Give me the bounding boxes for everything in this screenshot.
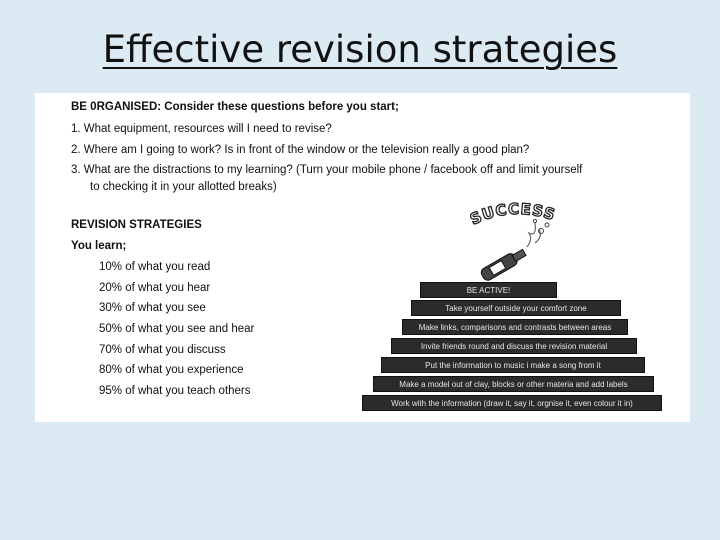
success-text: SUCCESS <box>467 201 558 229</box>
svg-text:SUCCESS <box>467 201 557 229</box>
learn-item: 80% of what you experience <box>99 364 244 376</box>
question-1: 1. What equipment, resources will I need to revise? <box>71 123 332 135</box>
success-bottle-icon <box>465 201 575 281</box>
pyramid-level-3: Make links, comparisons and contrasts between areas <box>402 319 628 335</box>
document-image <box>35 93 690 422</box>
learn-item: 50% of what you see and hear <box>99 323 255 335</box>
pyramid-level-1: BE ACTIVE! <box>420 282 557 298</box>
question-2: 2. Where am I going to work? Is in front of the window or the television really a good plan? <box>71 144 530 156</box>
pyramid-level-4: Invite friends round and discuss the revision material <box>391 338 637 354</box>
pyramid-level-6: Make a model out of clay, blocks or other materia and add labels <box>373 376 654 392</box>
learn-item: 20% of what you hear <box>99 282 211 294</box>
question-3-continued: to checking it in your allotted breaks) <box>90 181 277 193</box>
learn-item: 95% of what you teach others <box>99 385 251 397</box>
pyramid-level-5: Put the information to music i make a song from it <box>381 357 645 373</box>
pyramid-level-7: Work with the information (draw it, say it, orgnise it, even colour it in) <box>362 395 662 411</box>
pyramid-level-2: Take yourself outside your comfort zone <box>411 300 621 316</box>
learn-item: 30% of what you see <box>99 302 206 314</box>
slide-title: Effective revision strategies <box>102 28 618 71</box>
strategies-intro: You learn; <box>71 240 127 252</box>
strategies-heading: REVISION STRATEGIES <box>71 219 202 231</box>
organise-heading: BE 0RGANISED: Consider these questions before you start; <box>71 101 399 113</box>
question-3: 3. What are the distractions to my learning? (Turn your mobile phone / facebook off and limit yourself <box>71 164 583 176</box>
learn-item: 70% of what you discuss <box>99 344 226 356</box>
learn-item: 10% of what you read <box>99 261 211 273</box>
